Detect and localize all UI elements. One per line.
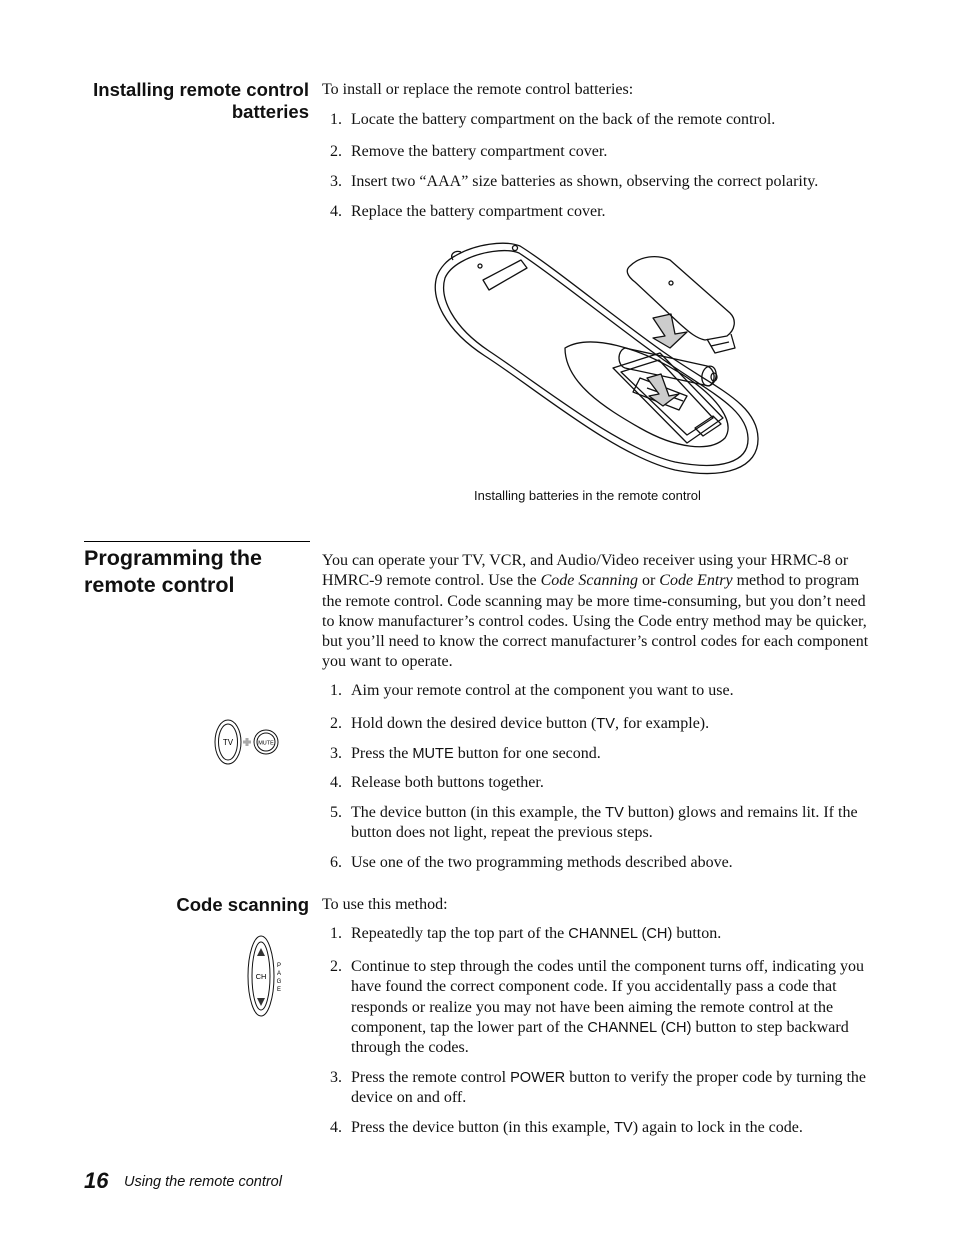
step-text <box>351 924 870 944</box>
step-text <box>351 1068 870 1109</box>
programming-step <box>330 853 870 873</box>
step-number: 1. <box>330 925 342 942</box>
battery-intro: To install or replace the remote control batteries: <box>322 81 634 98</box>
step-text-part: button for one second. <box>453 745 601 762</box>
intro-text: method to program the remote control. Code scanning may be more time-consuming, but you don’t need to know manufacturer’s control codes. Using the Code entry method may be quicker, but you’ll need to know the correct manufacturer’s control codes for each component you want to operate. <box>322 572 869 671</box>
mute-icon-label: MUTE <box>258 740 274 747</box>
programming-step <box>330 681 870 701</box>
step-number: 6. <box>330 854 342 871</box>
battery-step <box>330 110 870 130</box>
ui-term: TV <box>596 716 615 732</box>
step-text-part: Press the device button (in this example, <box>351 1119 615 1136</box>
step-text-part: Hold down the desired device button ( <box>351 715 597 732</box>
programming-heading-line2: remote control <box>84 573 235 597</box>
intro-emphasis: Code Entry <box>659 572 733 590</box>
step-number: 5. <box>330 804 342 821</box>
page-icon-letter: E <box>276 987 282 993</box>
ui-term: TV <box>614 1120 633 1136</box>
step-text: Use one of the two programming methods described above. <box>351 854 733 871</box>
step-text-part: Press the remote control <box>351 1069 511 1086</box>
step-text: Locate the battery compartment on the back of the remote control. <box>351 111 776 128</box>
programming-heading-line1: Programming the <box>84 546 262 570</box>
step-number: 4. <box>330 203 342 220</box>
step-text: Replace the battery compartment cover. <box>351 203 606 220</box>
step-number: 4. <box>330 1119 342 1136</box>
step-number: 1. <box>330 111 342 128</box>
battery-step <box>330 172 870 192</box>
battery-heading-line2: batteries <box>231 101 309 122</box>
step-text: Remove the battery compartment cover. <box>351 143 608 160</box>
code-scanning-step <box>330 1118 870 1138</box>
channel-down-icon <box>257 998 265 1006</box>
tv-mute-buttons-icon <box>214 717 282 767</box>
channel-up-icon <box>257 948 265 956</box>
step-number: 2. <box>330 958 342 975</box>
code-scanning-step <box>330 1068 870 1109</box>
programming-step <box>330 803 870 844</box>
step-text <box>351 957 870 1058</box>
step-text-part: button. <box>672 925 722 942</box>
step-text <box>351 1118 870 1138</box>
channel-page-button-icon <box>245 934 287 1020</box>
ui-term: TV <box>605 805 624 821</box>
battery-heading <box>60 79 309 123</box>
step-text-part: ) again to lock in the code. <box>632 1119 803 1136</box>
step-text-part: , for example). <box>614 715 710 732</box>
step-number: 1. <box>330 682 342 699</box>
step-text: Aim your remote control at the component you want to use. <box>351 682 734 699</box>
step-text-part: Press the <box>351 745 413 762</box>
programming-step <box>330 714 870 734</box>
step-number: 4. <box>330 774 342 791</box>
programming-step <box>330 773 870 793</box>
page-number: 16 <box>84 1168 109 1193</box>
page-icon-letter: G <box>276 979 282 985</box>
programming-heading <box>84 545 314 599</box>
tv-icon-label: TV <box>222 738 234 747</box>
step-text: Insert two “AAA” size batteries as shown, observing the correct polarity. <box>351 173 819 190</box>
programming-intro <box>322 551 870 673</box>
step-text-part: button to step backward through the codes. <box>351 1018 849 1057</box>
ch-icon-label: CH <box>255 972 267 981</box>
footer-section-title: Using the remote control <box>124 1174 282 1190</box>
step-text <box>351 744 870 764</box>
intro-emphasis: Code Scanning <box>540 572 638 590</box>
programming-step <box>330 744 870 764</box>
step-text: Release both buttons together. <box>351 774 544 791</box>
step-text <box>351 803 870 844</box>
ui-term: CHANNEL (CH) <box>568 926 673 942</box>
step-number: 2. <box>330 715 342 732</box>
step-text-part: The device button (in this example, the <box>351 804 606 821</box>
ui-term: CHANNEL (CH) <box>587 1019 692 1036</box>
step-text <box>351 714 870 734</box>
step-number: 2. <box>330 143 342 160</box>
step-text-part: Repeatedly tap the top part of the <box>351 925 569 942</box>
intro-text: You can operate your TV, VCR, and Audio/Video receiver using your HRMC-8 or HMRC-9 remote control. Use the <box>322 552 849 590</box>
page-icon-letter: P <box>276 963 282 969</box>
ui-term: MUTE <box>412 746 454 762</box>
section-divider <box>84 541 310 542</box>
code-scanning-intro: To use this method: <box>322 896 448 913</box>
code-scanning-step <box>330 924 870 944</box>
code-scanning-step <box>330 957 870 1058</box>
intro-text: or <box>637 572 660 590</box>
step-text-part: Continue to step through the codes until the component turns off, indicating you have found the correct component code. If you accidentally pass a code that responds or realize you may not have been aiming the remote control at the component, tap the lower part of the <box>351 958 864 1036</box>
remote-battery-illustration <box>425 238 770 488</box>
step-number: 3. <box>330 745 342 762</box>
battery-step <box>330 202 870 222</box>
step-text-part: button to verify the proper code by turning the device on and off. <box>351 1069 867 1107</box>
figure-caption: Installing batteries in the remote control <box>474 488 701 503</box>
code-scanning-heading: Code scanning <box>176 894 309 915</box>
battery-step <box>330 142 870 162</box>
ui-term: POWER <box>510 1070 566 1086</box>
step-text-part: button) glows and remains lit. If the button does not light, repeat the previous steps. <box>351 804 858 842</box>
battery-heading-line1: Installing remote control <box>93 79 309 100</box>
page-icon-letter: A <box>276 971 282 977</box>
step-number: 3. <box>330 1069 342 1086</box>
step-number: 3. <box>330 173 342 190</box>
